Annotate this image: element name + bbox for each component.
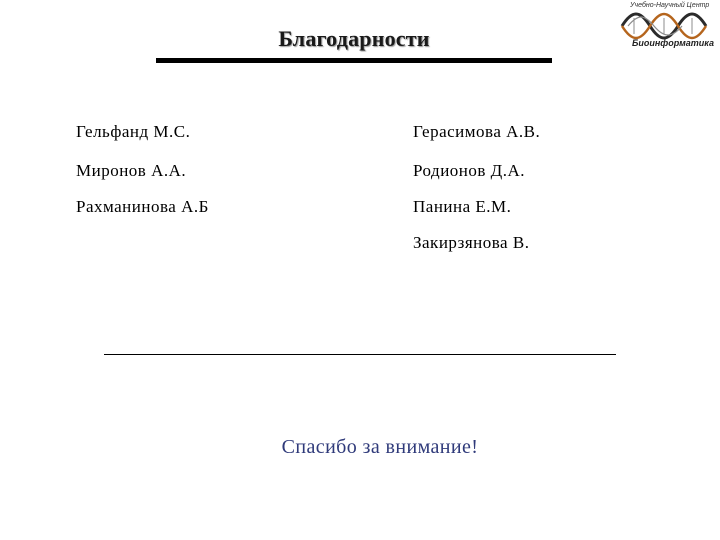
acknowledged-name: Миронов А.А. [76,161,187,180]
divider-line [104,354,616,355]
acknowledged-name: Закирзянова В. [413,233,530,252]
acknowledged-name: Панина Е.М. [413,197,512,216]
logo-top-text: Учебно-Научный Центр [630,2,710,9]
closing-message: Спасибо за внимание! [281,436,479,458]
page-title: Благодарности [278,26,430,51]
acknowledged-name: Герасимова А.В. [413,122,541,141]
dna-helix-icon [618,8,720,42]
acknowledged-name: Родионов Д.А. [413,161,526,180]
acknowledged-name: Гельфанд М.С. [76,122,191,141]
title-underline [156,58,552,63]
bioinformatics-logo [618,0,720,56]
acknowledged-name: Рахманинова А.Б [76,197,209,216]
logo-bottom-text: Биоинформатика [632,38,714,48]
